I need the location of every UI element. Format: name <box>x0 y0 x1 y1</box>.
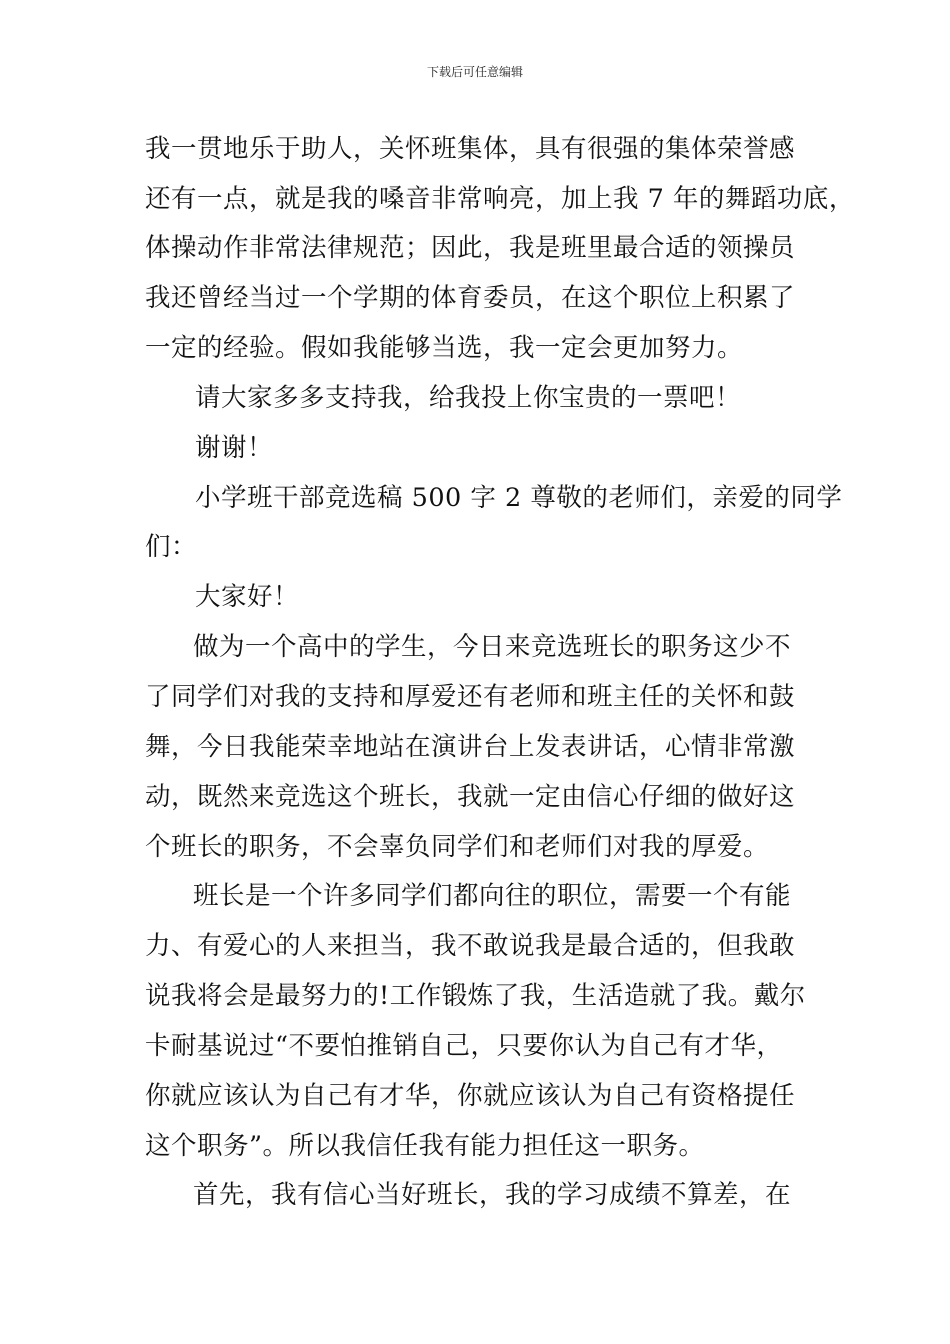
body-line: 我一贯地乐于助人，关怀班集体，具有很强的集体荣誉感 <box>145 134 796 164</box>
body-line: 个班长的职务，不会辜负同学们和老师们对我的厚爱。 <box>145 832 770 862</box>
body-line: 大家好！ <box>195 582 300 612</box>
body-line: 们： <box>145 532 198 562</box>
body-line: 卡耐基说过“不要怕推销自己，只要你认为自己有才华， <box>145 1031 783 1061</box>
body-line: 了同学们对我的支持和厚爱还有老师和班主任的关怀和鼓 <box>145 682 796 712</box>
body-line: 力、有爱心的人来担当，我不敢说我是最合适的，但我敢 <box>145 931 796 961</box>
body-line: 说我将会是最努力的!工作锻炼了我，生活造就了我。戴尔 <box>145 981 806 1011</box>
body-line: 一定的经验。假如我能够当选，我一定会更加努力。 <box>145 333 744 363</box>
body-line: 体操动作非常法律规范；因此，我是班里最合适的领操员 <box>145 233 796 263</box>
body-line: 你就应该认为自己有才华，你就应该认为自己有资格提任 <box>145 1081 796 1111</box>
body-line: 请大家多多支持我，给我投上你宝贵的一票吧！ <box>195 383 742 413</box>
body-line: 舞，今日我能荣幸地站在演讲台上发表讲话，心情非常激 <box>145 732 796 762</box>
body-line: 动，既然来竞选这个班长，我就一定由信心仔细的做好这 <box>145 782 796 812</box>
body-line: 我还曾经当过一个学期的体育委员，在这个职位上积累了 <box>145 283 796 313</box>
body-line: 谢谢！ <box>195 433 274 463</box>
body-line: 做为一个高中的学生，今日来竞选班长的职务这少不 <box>193 632 792 662</box>
body-line: 这个职务”。所以我信任我有能力担任这一职务。 <box>145 1131 705 1161</box>
body-line: 小学班干部竞选稿 500 字 2 尊敬的老师们，亲爱的同学 <box>195 483 843 513</box>
body-line: 还有一点，就是我的嗓音非常响亮，加上我 7 年的舞蹈功底， <box>145 184 855 214</box>
body-line: 班长是一个许多同学们都向往的职位，需要一个有能 <box>193 881 792 911</box>
page-header: 下载后可任意编辑 <box>426 65 523 79</box>
body-line: 首先，我有信心当好班长，我的学习成绩不算差，在 <box>193 1180 792 1210</box>
